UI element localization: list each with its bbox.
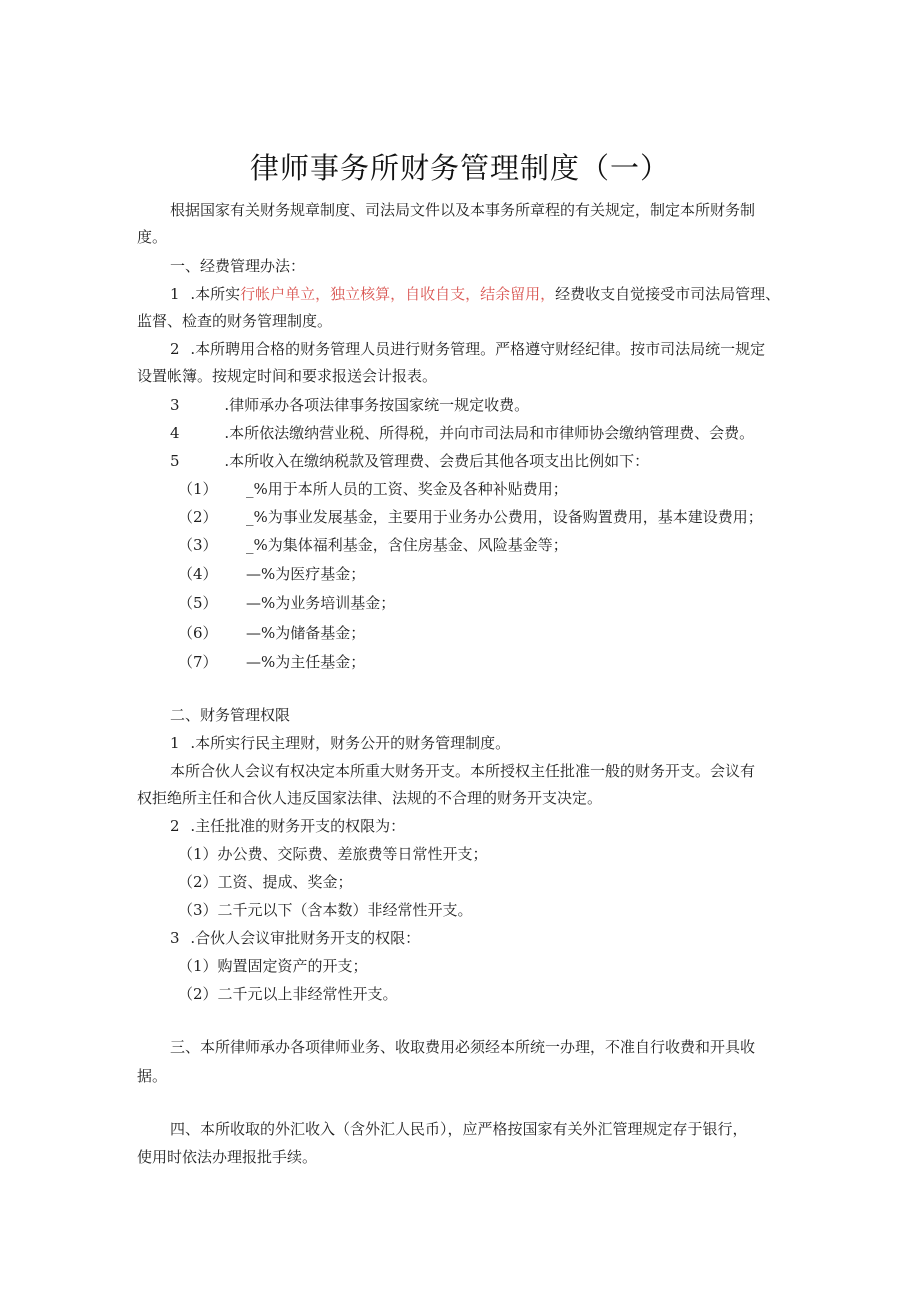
s2-item-1 [170, 733, 510, 753]
s1-sub-text: _%为集体福利基金，含住房基金、风险基金等； [246, 536, 568, 554]
s1-sub-num: （1） [178, 480, 218, 498]
s1-sub-text: _%用于本所人员的工资、奖金及各种补贴费用； [246, 480, 568, 498]
s2-para-line-1: 本所合伙人会议有权决定本所重大财务开支。本所授权主任批准一般的财务开支。会议有 [170, 762, 756, 780]
s1-item-1-cont: 监督、检查的财务管理制度。 [137, 312, 333, 330]
s1-item-2-num: 2 [170, 340, 180, 358]
s1-item-1-highlight: 行帐户单立，独立核算，自收自支，结余留用， [240, 285, 556, 303]
section-4-line-1: 四、本所收取的外汇收入（含外汇人民币），应严格按国家有关外汇管理规定存于银行， [170, 1120, 748, 1138]
s1-sub-item [178, 479, 568, 499]
s2-item-3 [170, 928, 420, 948]
s1-item-5-text: .本所收入在缴纳税款及管理费、会费后其他各项支出比例如下： [224, 452, 650, 470]
section-4-line-2: 使用时依法办理报批手续。 [137, 1148, 318, 1166]
s1-item-2 [170, 339, 765, 359]
s2-item-3-sub: （1）购置固定资产的开支； [178, 957, 368, 975]
s1-sub-item [178, 593, 395, 613]
s1-sub-text: —%为业务培训基金； [246, 594, 396, 612]
s1-sub-num: （6） [178, 624, 218, 642]
s1-item-1-num: 1 [170, 285, 180, 303]
s1-sub-text: —%为储备基金； [246, 624, 366, 642]
s1-item-4-num: 4 [170, 424, 180, 442]
s2-item-3-text: .合伙人会议审批财务开支的权限： [190, 929, 421, 947]
s1-sub-item [178, 652, 365, 672]
s1-item-4-text: .本所依法缴纳营业税、所得税，并向市司法局和市律师协会缴纳管理费、会费。 [224, 424, 755, 442]
s1-item-3-num: 3 [170, 396, 180, 414]
s2-item-2-sub: （2）工资、提成、奖金； [178, 873, 353, 891]
s1-sub-num: （7） [178, 653, 218, 671]
intro-line-2: 度。 [137, 228, 168, 246]
section-2-heading: 二、财务管理权限 [170, 706, 291, 724]
intro-line-1: 根据国家有关财务规章制度、司法局文件以及本事务所章程的有关规定，制定本所财务制 [170, 201, 756, 219]
s1-item-5-num: 5 [170, 452, 180, 470]
s1-sub-item [178, 507, 763, 527]
s1-item-1-prefix: .本所实 [190, 285, 241, 303]
s1-sub-item [178, 623, 365, 643]
s1-item-2-cont: 设置帐簿。按规定时间和要求报送会计报表。 [137, 367, 438, 385]
s2-item-2 [170, 816, 405, 836]
section-1-heading: 一、经费管理办法： [170, 257, 306, 275]
s2-item-3-sub: （2）二千元以上非经常性开支。 [178, 985, 398, 1003]
section-3-line-1: 三、本所律师承办各项律师业务、收取费用必须经本所统一办理，不准自行收费和开具收 [170, 1038, 756, 1056]
s1-sub-num: （4） [178, 565, 218, 583]
s1-sub-num: （2） [178, 508, 218, 526]
s1-sub-num: （3） [178, 536, 218, 554]
s2-item-2-sub: （1）办公费、交际费、差旅费等日常性开支； [178, 845, 488, 863]
s1-item-1 [170, 284, 780, 304]
s1-sub-text: _%为事业发展基金，主要用于业务办公费用，设备购置费用，基本建设费用； [246, 508, 763, 526]
s2-item-1-text: .本所实行民主理财，财务公开的财务管理制度。 [190, 734, 511, 752]
section-3-line-2: 据。 [137, 1067, 168, 1085]
s1-item-1-suffix: 经费收支自觉接受市司法局管理、 [555, 285, 781, 303]
s1-sub-item [178, 535, 568, 555]
s1-item-3 [170, 395, 529, 415]
s1-sub-item [178, 564, 365, 584]
s2-item-1-num: 1 [170, 734, 180, 752]
document-title: 律师事务所财务管理制度（一） [249, 151, 670, 185]
s1-item-5 [170, 451, 649, 471]
s2-para-line-2: 权拒绝所主任和合伙人违反国家法律、法规的不合理的财务开支决定。 [137, 789, 603, 807]
s2-item-2-num: 2 [170, 817, 180, 835]
s1-item-2-text: .本所聘用合格的财务管理人员进行财务管理。严格遵守财经纪律。按市司法局统一规定 [190, 340, 766, 358]
s2-item-3-num: 3 [170, 929, 180, 947]
s1-sub-text: —%为医疗基金； [246, 565, 366, 583]
s1-sub-text: —%为主任基金； [246, 653, 366, 671]
s1-sub-num: （5） [178, 594, 218, 612]
s2-item-2-sub: （3）二千元以下（含本数）非经常性开支。 [178, 901, 473, 919]
s1-item-4 [170, 423, 754, 443]
s1-item-3-text: .律师承办各项法律事务按国家统一规定收费。 [224, 396, 530, 414]
s2-item-2-text: .主任批准的财务开支的权限为： [190, 817, 406, 835]
